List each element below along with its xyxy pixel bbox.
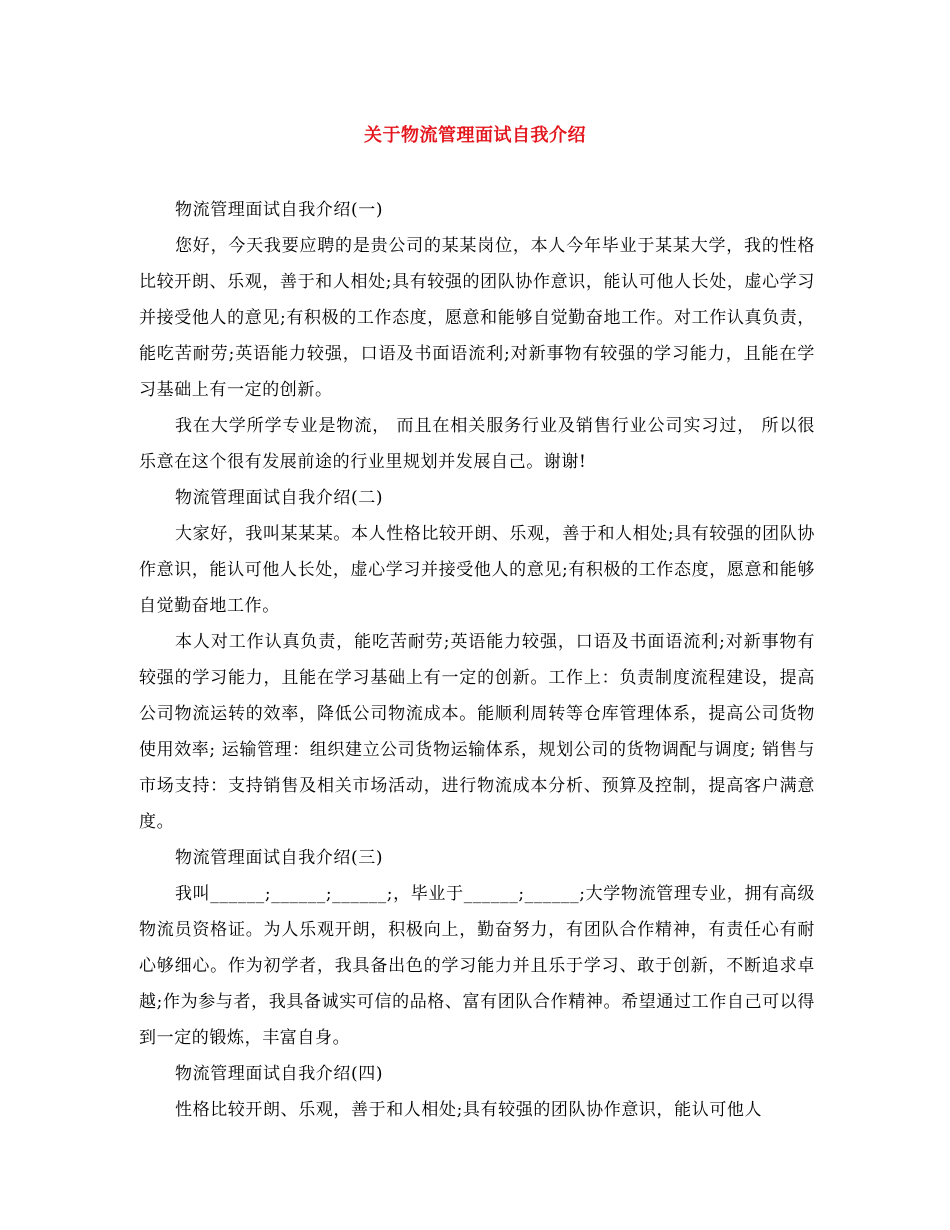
paragraph-4: 本人对工作认真负责，能吃苦耐劳;英语能力较强，口语及书面语流利;对新事物有较强的学习能力，且能在学习基础上有一定的创新。工作上：负责制度流程建设，提高公司物流运转的效率，降低公司物流成本。能顺利周转等仓库管理体系，提高公司货物使用效率; 运输管理：组织建立公司货物运输体系，规划公司的货物调配与调度; 销售与市场支持：支持销售及相关市场活动，进行物流成本分析、预算及控制，提高客户满意度。	[139, 632, 815, 832]
paragraph-2: 我在大学所学专业是物流， 而且在相关服务行业及销售行业公司实习过， 所以很乐意在这个很有发展前途的行业里规划并发展自己。谢谢!	[139, 416, 815, 472]
section-heading-1: 物流管理面试自我介绍(一)	[175, 200, 384, 220]
section-heading-4: 物流管理面试自我介绍(四)	[175, 1064, 384, 1084]
section-heading-3: 物流管理面试自我介绍(三)	[175, 848, 384, 868]
section-heading-2: 物流管理面试自我介绍(二)	[175, 488, 384, 508]
paragraph-3: 大家好，我叫某某某。本人性格比较开朗、乐观，善于和人相处;具有较强的团队协作意识，能认可他人长处，虚心学习并接受他人的意见;有积极的工作态度，愿意和能够自觉勤奋地工作。	[139, 524, 815, 616]
paragraph-1: 您好，今天我要应聘的是贵公司的某某岗位，本人今年毕业于某某大学，我的性格比较开朗、乐观，善于和人相处;具有较强的团队协作意识，能认可他人长处，虚心学习并接受他人的意见;有积极的工作态度，愿意和能够自觉勤奋地工作。对工作认真负责，能吃苦耐劳;英语能力较强，口语及书面语流利;对新事物有较强的学习能力，且能在学习基础上有一定的创新。	[139, 236, 815, 400]
document-title: 关于物流管理面试自我介绍	[364, 125, 586, 146]
document-body	[139, 192, 815, 1128]
paragraph-6: 性格比较开朗、乐观，善于和人相处;具有较强的团队协作意识，能认可他人	[175, 1100, 763, 1120]
paragraph-5: 我叫______;______;______;，毕业于______;______;大学物流管理专业，拥有高级物流员资格证。为人乐观开朗，积极向上，勤奋努力，有团队合作精神，有责任心有耐心够细心。作为初学者，我具备出色的学习能力并且乐于学习、敢于创新，不断追求卓越;作为参与者，我具备诚实可信的品格、富有团队合作精神。希望通过工作自己可以得到一定的锻炼，丰富自身。	[139, 884, 815, 1048]
